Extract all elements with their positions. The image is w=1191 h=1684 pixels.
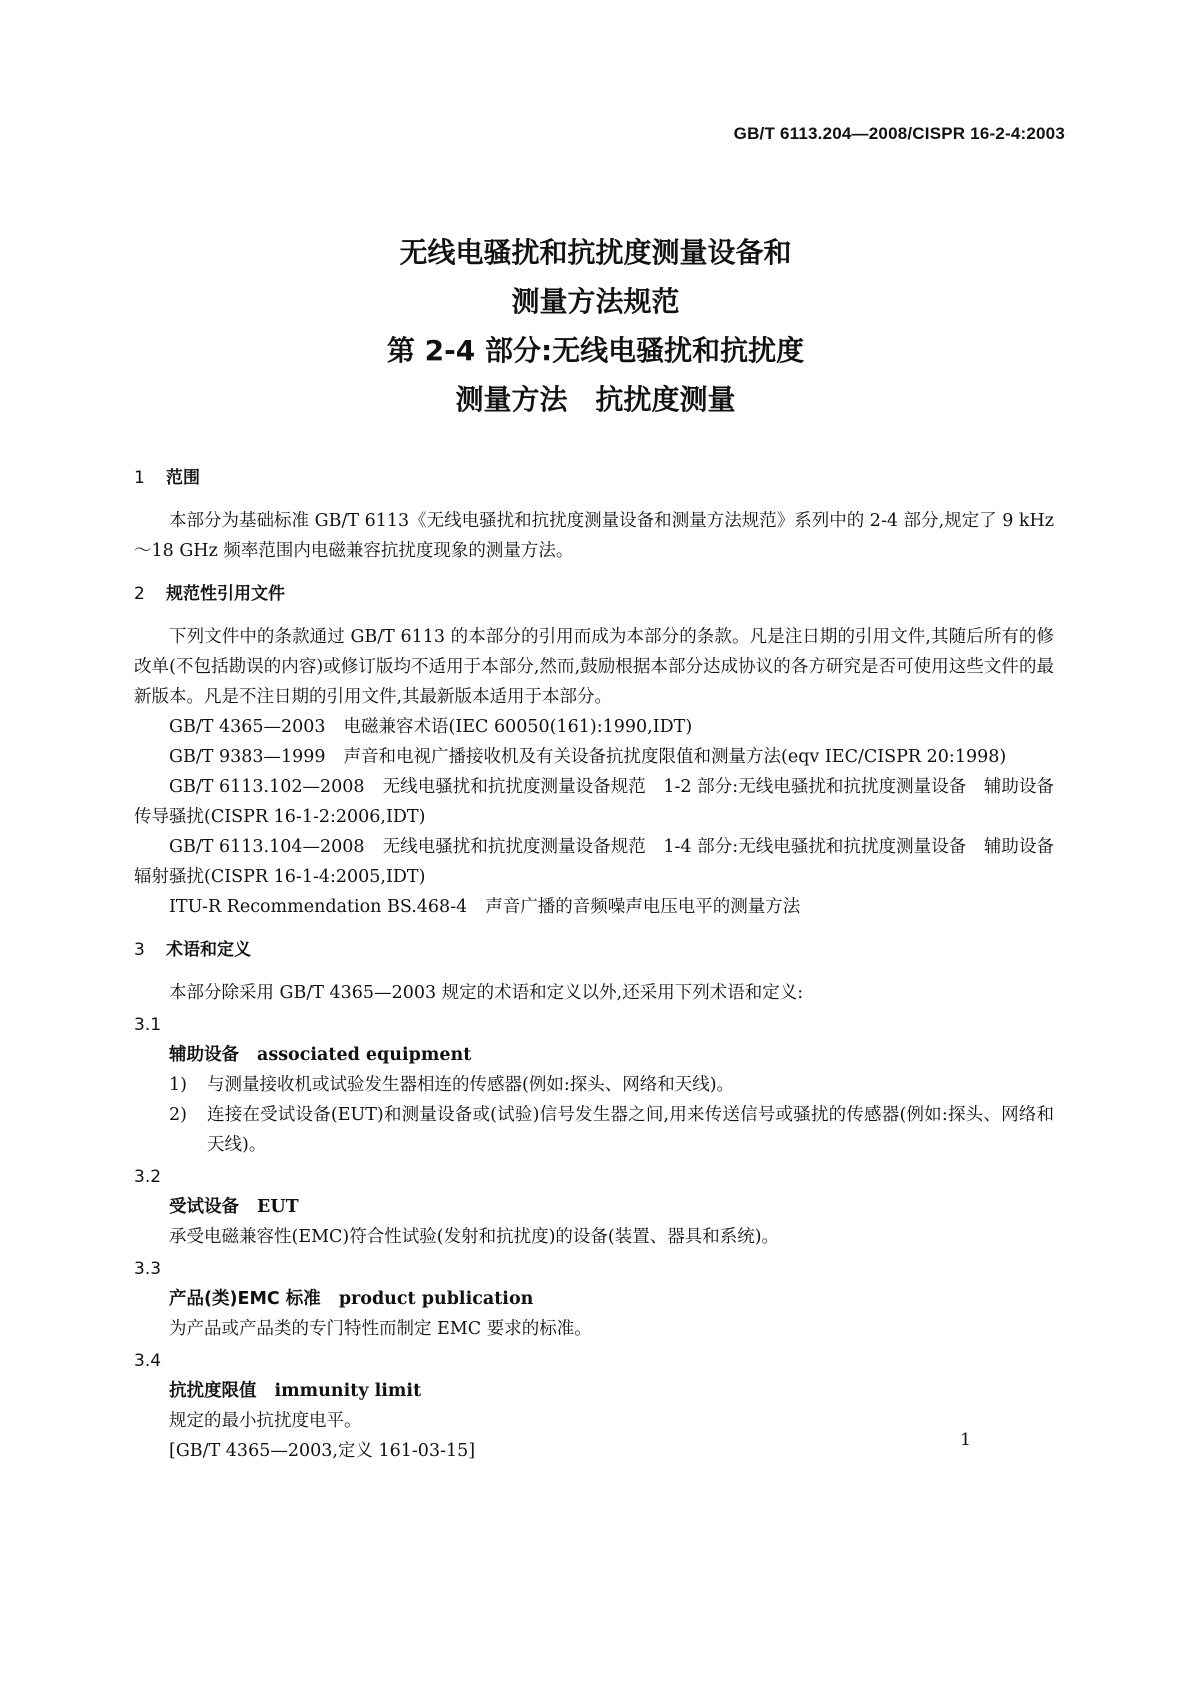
term-definition: 规定的最小抗扰度电平。	[169, 1411, 362, 1431]
reference-text: 无线电骚扰和抗扰度测量设备规范 1-2 部分:无线电骚扰和抗扰度测量设备 辅助设备 传导骚扰(CISPR 16-1-2:2006,IDT)	[134, 777, 1072, 827]
clause-number: 3.1	[134, 1015, 162, 1035]
reference-code: ITU-R Recommendation BS.468-4	[169, 897, 468, 917]
reference-item	[134, 742, 1054, 772]
term-zh: 辅助设备	[169, 1045, 239, 1065]
title-line-4-part-b: 抗扰度测量	[595, 383, 736, 416]
reference-text: 无线电骚扰和抗扰度测量设备规范 1-4 部分:无线电骚扰和抗扰度测量设备 辅助设备 辐射骚扰(CISPR 16-1-4:2005,IDT)	[134, 837, 1072, 887]
standard-id-header: GB/T 6113.204—2008/CISPR 16-2-4:2003	[733, 124, 1065, 143]
section-2-number: 2	[134, 584, 145, 604]
reference-text: 声音广播的音频噪声电压电平的测量方法	[485, 897, 801, 917]
document-title	[0, 228, 1191, 424]
section-2-heading	[134, 579, 1054, 609]
section-1-number: 1	[134, 468, 145, 488]
list-text: 与测量接收机或试验发生器相连的传感器(例如:探头、网络和天线)。	[207, 1075, 735, 1095]
clause-number: 3.4	[134, 1351, 162, 1371]
clause-number: 3.3	[134, 1259, 162, 1279]
reference-item	[134, 772, 1072, 832]
list-marker: 2)	[169, 1105, 187, 1125]
page-number: 1	[960, 1430, 971, 1450]
term-heading	[134, 1192, 1054, 1222]
reference-item	[134, 712, 1054, 742]
reference-item	[134, 892, 1054, 922]
list-item	[134, 1070, 1054, 1100]
title-line-4-part-a: 测量方法	[455, 383, 568, 416]
term-en: associated equipment	[257, 1045, 472, 1065]
section-3-heading	[134, 935, 1054, 965]
section-1-paragraph: 本部分为基础标准 GB/T 6113《无线电骚扰和抗扰度测量设备和测量方法规范》系列中的 2-4 部分,规定了 9 kHz～18 GHz 频率范围内电磁兼容抗扰度现象的测量方法。	[134, 511, 1054, 561]
term-en: immunity limit	[274, 1381, 422, 1401]
section-1-title: 范围	[166, 468, 200, 488]
term-zh: 抗扰度限值	[169, 1381, 257, 1401]
reference-code: GB/T 4365—2003	[169, 717, 326, 737]
reference-item	[134, 832, 1072, 892]
reference-text: 声音和电视广播接收机及有关设备抗扰度限值和测量方法(eqv IEC/CISPR 20:1998)	[343, 747, 1007, 767]
section-2-title: 规范性引用文件	[166, 584, 285, 604]
section-3-paragraph: 本部分除采用 GB/T 4365—2003 规定的术语和定义以外,还采用下列术语和定义:	[169, 983, 804, 1003]
title-line-4	[0, 375, 1191, 424]
section-3-title: 术语和定义	[166, 940, 251, 960]
list-item	[134, 1100, 1054, 1160]
title-line-1: 无线电骚扰和抗扰度测量设备和	[399, 236, 792, 269]
list-marker: 1)	[169, 1075, 187, 1095]
reference-code: GB/T 6113.102—2008	[169, 777, 365, 797]
term-source: [GB/T 4365—2003,定义 161-03-15]	[169, 1441, 476, 1461]
reference-code: GB/T 9383—1999	[169, 747, 326, 767]
reference-code: GB/T 6113.104—2008	[169, 837, 365, 857]
list-text: 连接在受试设备(EUT)和测量设备或(试验)信号发生器之间,用来传送信号或骚扰的传感器(例如:探头、网络和天线)。	[207, 1105, 1054, 1155]
term-en: product publication	[338, 1289, 534, 1309]
term-definition: 承受电磁兼容性(EMC)符合性试验(发射和抗扰度)的设备(装置、器具和系统)。	[169, 1227, 780, 1247]
section-2-paragraph: 下列文件中的条款通过 GB/T 6113 的本部分的引用而成为本部分的条款。凡是注日期的引用文件,其随后所有的修改单(不包括勘误的内容)或修订版均不适用于本部分,然而,鼓励根据本部分达成协议的各方研究是否可使用这些文件的最新版本。凡是不注日期的引用文件,其最新版本适用于本部分。	[134, 627, 1054, 707]
title-line-3: 第 2-4 部分:无线电骚扰和抗扰度	[386, 334, 805, 367]
title-line-2: 测量方法规范	[511, 285, 680, 318]
term-zh: 产品(类)EMC 标准	[169, 1289, 321, 1309]
term-heading	[134, 1284, 1054, 1314]
term-heading	[134, 1376, 1054, 1406]
section-3-number: 3	[134, 940, 145, 960]
term-heading	[134, 1040, 1054, 1070]
clause-number: 3.2	[134, 1167, 162, 1187]
term-en: EUT	[257, 1197, 299, 1217]
term-zh: 受试设备	[169, 1197, 239, 1217]
section-1-heading	[134, 463, 1054, 493]
reference-text: 电磁兼容术语(IEC 60050(161):1990,IDT)	[343, 717, 693, 737]
term-definition: 为产品或产品类的专门特性而制定 EMC 要求的标准。	[169, 1319, 592, 1339]
document-body	[134, 450, 1072, 1466]
